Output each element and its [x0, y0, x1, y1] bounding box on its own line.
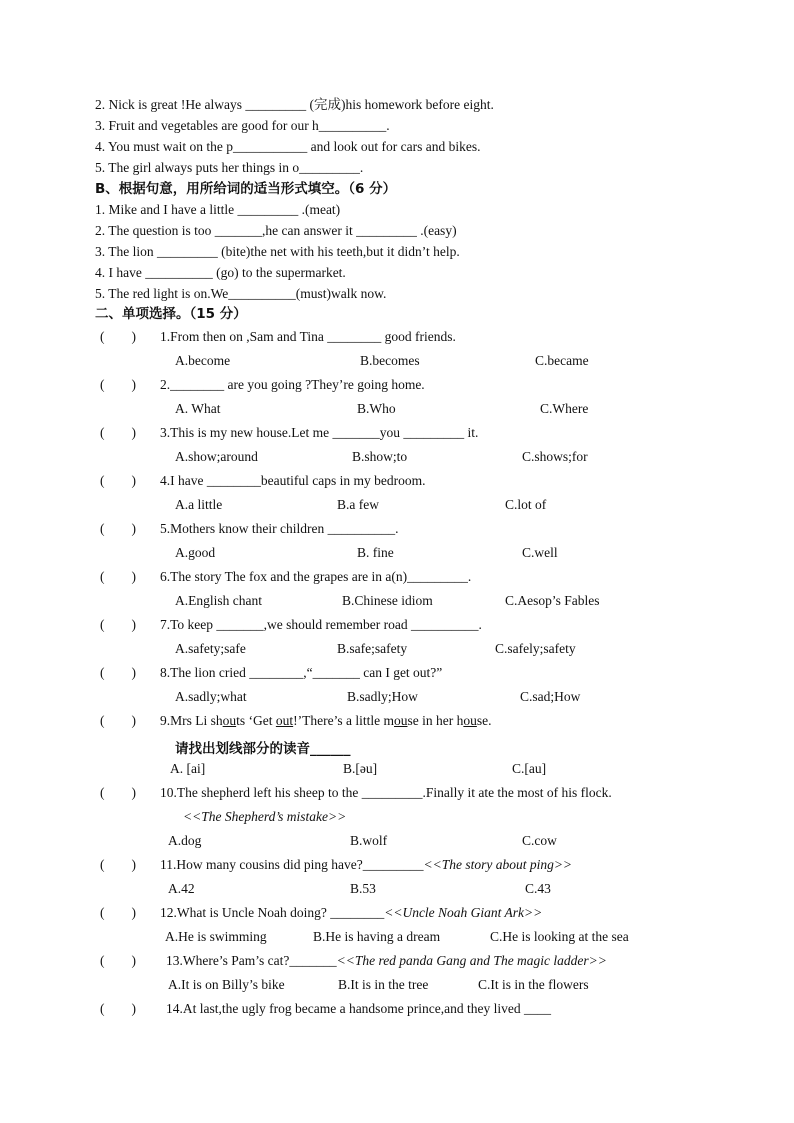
question-8: 8.The lion cried ________,“_______ can I get out?” — [160, 665, 443, 680]
option-b: B.Chinese idiom — [342, 593, 433, 608]
answer-paren: ( ) — [100, 377, 136, 392]
q9-text-e: se. — [476, 713, 492, 728]
option-a: A.good — [175, 545, 216, 560]
option-a: A.English chant — [175, 593, 262, 608]
option-b: B.show;to — [352, 449, 408, 464]
fill-item-5: 5. The girl always puts her things in o_________. — [95, 160, 364, 175]
option-b: B. fine — [357, 545, 394, 560]
answer-paren: ( ) — [100, 785, 136, 800]
underlined-sound: ou — [394, 713, 408, 728]
option-a: A.safety;safe — [175, 641, 246, 656]
option-c: C.lot of — [505, 497, 547, 512]
option-b: B.Who — [357, 401, 396, 416]
book-reference: <<The story about ping>> — [423, 857, 573, 872]
question-11 — [160, 857, 572, 873]
fill-item-2: 2. Nick is great !He always _________ (完成)his homework before eight. — [95, 97, 494, 112]
option-b: B.[əu] — [343, 761, 378, 776]
answer-paren: ( ) — [100, 473, 136, 488]
answer-paren: ( ) — [100, 665, 136, 680]
word-form-item-3: 3. The lion _________ (bite)the net with his teeth,but it didn’t help. — [95, 244, 460, 259]
option-b: B.wolf — [350, 833, 388, 848]
option-c: C.43 — [525, 881, 551, 896]
option-a: A.become — [175, 353, 231, 368]
word-form-item-4: 4. I have __________ (go) to the supermarket. — [95, 265, 346, 280]
option-b: B.53 — [350, 881, 376, 896]
option-b: B.sadly;How — [347, 689, 418, 704]
answer-paren: ( ) — [100, 569, 136, 584]
answer-paren: ( ) — [100, 905, 136, 920]
option-c: C.He is looking at the sea — [490, 929, 629, 944]
option-a: A.show;around — [175, 449, 258, 464]
option-a: A.He is swimming — [165, 929, 267, 944]
option-c: C.safely;safety — [495, 641, 576, 656]
question-4: 4.I have ________beautiful caps in my bedroom. — [160, 473, 426, 488]
question-2: 2.________ are you going ?They’re going home. — [160, 377, 425, 392]
word-form-item-5: 5. The red light is on.We__________(must)walk now. — [95, 286, 387, 301]
section-b-title: B、根据句意，用所给词的适当形式填空。（6 分） — [95, 181, 397, 197]
option-b: B.safe;safety — [337, 641, 408, 656]
book-reference: <<Uncle Noah Giant Ark>> — [384, 905, 543, 920]
option-c: C.Where — [540, 401, 589, 416]
answer-paren: ( ) — [100, 1001, 136, 1016]
book-reference: <<The red panda Gang and The magic ladder>> — [336, 953, 607, 968]
option-c: C.[au] — [512, 761, 547, 776]
answer-paren: ( ) — [100, 857, 136, 872]
book-reference: <<The Shepherd’s mistake>> — [183, 809, 347, 824]
question-text: 12.What is Uncle Noah doing? ________ — [160, 905, 385, 920]
answer-paren: ( ) — [100, 953, 136, 968]
option-c: C.sad;How — [520, 689, 581, 704]
option-a: A.a little — [175, 497, 223, 512]
word-form-item-1: 1. Mike and I have a little _________ .(meat) — [95, 202, 341, 217]
question-9 — [160, 713, 491, 729]
option-b: B.It is in the tree — [338, 977, 429, 992]
question-text: 11.How many cousins did ping have?_________ — [160, 857, 424, 872]
answer-paren: ( ) — [100, 329, 136, 344]
q9-text-c: !’There’s a little m — [293, 713, 394, 728]
q9-text-d: se in her h — [407, 713, 464, 728]
option-a: A. [ai] — [170, 761, 206, 776]
question-12 — [160, 905, 542, 921]
fill-item-4: 4. You must wait on the p___________ and look out for cars and bikes. — [95, 139, 481, 154]
option-c: C.became — [535, 353, 589, 368]
question-9-instruction: 请找出划线部分的读音______ — [175, 741, 351, 757]
option-c: C.cow — [522, 833, 557, 848]
question-1: 1.From then on ,Sam and Tina ________ good friends. — [160, 329, 456, 344]
option-c: C.It is in the flowers — [478, 977, 589, 992]
answer-paren: ( ) — [100, 617, 136, 632]
option-a: A. What — [175, 401, 221, 416]
underlined-sound: ou — [222, 713, 237, 728]
answer-paren: ( ) — [100, 425, 136, 440]
answer-paren: ( ) — [100, 713, 136, 728]
underlined-sound: ou — [463, 713, 477, 728]
option-b: B.becomes — [360, 353, 420, 368]
question-text: 13.Where’s Pam’s cat?_______ — [166, 953, 337, 968]
question-10: 10.The shepherd left his sheep to the _________.Finally it ate the most of his flock. — [160, 785, 612, 800]
option-a: A.dog — [168, 833, 202, 848]
question-5: 5.Mothers know their children __________. — [160, 521, 399, 536]
option-c: C.shows;for — [522, 449, 588, 464]
question-14: 14.At last,the ugly frog became a handsome prince,and they lived ____ — [166, 1001, 552, 1016]
question-6: 6.The story The fox and the grapes are in a(n)_________. — [160, 569, 472, 584]
option-a: A.sadly;what — [175, 689, 247, 704]
option-c: C.well — [522, 545, 558, 560]
section-two-title: 二、单项选择。（15 分） — [95, 306, 247, 322]
option-a: A.42 — [168, 881, 195, 896]
q9-text-b: ts ‘Get — [236, 713, 276, 728]
question-3: 3.This is my new house.Let me _______you _________ it. — [160, 425, 479, 440]
option-b: B.a few — [337, 497, 379, 512]
answer-paren: ( ) — [100, 521, 136, 536]
question-7: 7.To keep _______,we should remember road __________. — [160, 617, 482, 632]
fill-item-3: 3. Fruit and vegetables are good for our h__________. — [95, 118, 390, 133]
underlined-sound: out — [275, 713, 294, 728]
question-13 — [166, 953, 607, 969]
option-c: C.Aesop’s Fables — [505, 593, 600, 608]
word-form-item-2: 2. The question is too _______,he can answer it _________ .(easy) — [95, 223, 457, 238]
option-a: A.It is on Billy’s bike — [168, 977, 285, 992]
option-b: B.He is having a dream — [313, 929, 441, 944]
q9-text-a: 9.Mrs Li sh — [160, 713, 223, 728]
